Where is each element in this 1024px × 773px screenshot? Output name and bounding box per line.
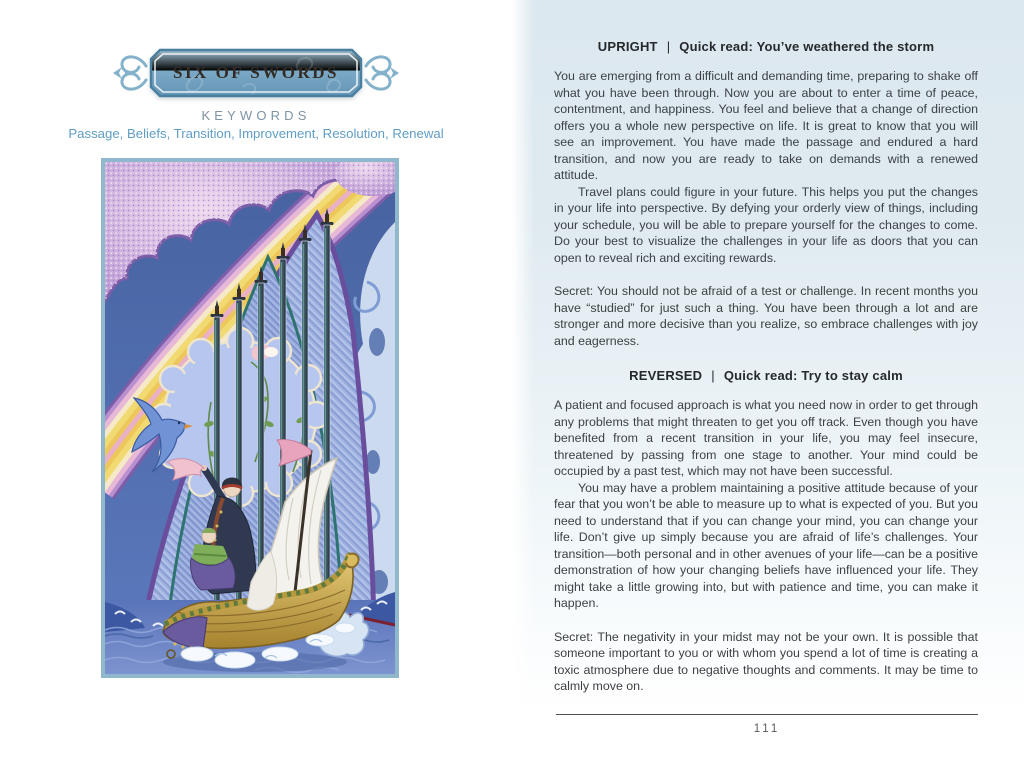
upright-secret-paragraph (554, 283, 978, 349)
upright-paragraph-1: You are emerging from a difficult and demanding time, preparing to shake off what you have been through. Now you are about to enter a time of peace, contentment, and happiness. You feel and believe that a change of direction offers you a whole new perspective on life. It is great to know that you will see an improvement. You have made the passage and endured a hard transition, and now you are ready to take on demands with a renewed attitude. (554, 69, 978, 182)
reversed-secret-paragraph (554, 629, 978, 695)
secret-label: Secret: (554, 629, 594, 644)
reversed-label: REVERSED (629, 368, 703, 383)
secret-text: You should not be afraid of a test or challenge. In recent months you have “studied” for just such a thing. You have been through a lot and are stronger and more decisive than you realize, so embrace challenges with joy and eagerness. (554, 284, 979, 348)
upright-heading (554, 38, 978, 55)
title-plaque (148, 47, 364, 99)
upright-paragraph-2: Travel plans could figure in your future. This helps you put the changes in your life into perspective. By defying your orderly view of things, including your schedule, you will be able to prepare yourself for the changes to come. Do your best to visualize the challenges in your life as doors that you can open to reveal rich and exciting rewards. (554, 184, 978, 265)
six-of-swords-art (105, 162, 395, 674)
keywords-label: KEYWORDS (201, 108, 311, 123)
upright-label: UPRIGHT (597, 39, 658, 54)
card-title: SIX OF SWORDS (172, 63, 339, 82)
reversed-heading (554, 367, 978, 384)
reversed-quick-read: Quick read: Try to stay calm (723, 368, 903, 383)
page-number: 111 (753, 723, 781, 735)
secret-label: Secret: (554, 284, 594, 298)
flourish-left-icon (112, 44, 148, 102)
secret-text: The negativity in your midst may not be your own. It is possible that someone important to you or with whom you spend a lot of time is creating a toxic atmosphere due to negative thoughts and comments. It may be time to calmly move on. (554, 629, 979, 693)
footer-rule (556, 714, 978, 715)
flourish-right-icon (364, 44, 400, 102)
tarot-card-illustration (101, 158, 399, 678)
heading-separator: | (711, 368, 715, 383)
card-title-banner (0, 44, 512, 102)
heading-separator: | (666, 39, 671, 54)
keywords-text: Passage, Beliefs, Transition, Improvement, Resolution, Renewal (68, 126, 444, 141)
reversed-paragraph-1: A patient and focused approach is what you need now in order to get through any problems that might threaten to get you off track. Even though you have benefited from a recent transition in your life, you may feel insecure, threatened by passing from one stage to another. Your mind could be occupied by a past test, which may not have been successful. (554, 398, 978, 478)
right-page (512, 0, 1024, 773)
reversed-paragraph-2: You may have a problem maintaining a positive attitude because of your fear that you won’t be able to measure up to what is expected of you. But you need to understand that if you can change your mind, you can change your life. Don’t give up simply because you are afraid of life’s challenges. Your transition—both personal and in other avenues of your life—can be a positive demonstration of how your changing beliefs have influenced your life. They might take a little growing into, but with patience and time, you can make it happen. (554, 480, 978, 610)
page-body-text (554, 38, 978, 695)
upright-quick-read: Quick read: You’ve weathered the storm (679, 39, 935, 54)
